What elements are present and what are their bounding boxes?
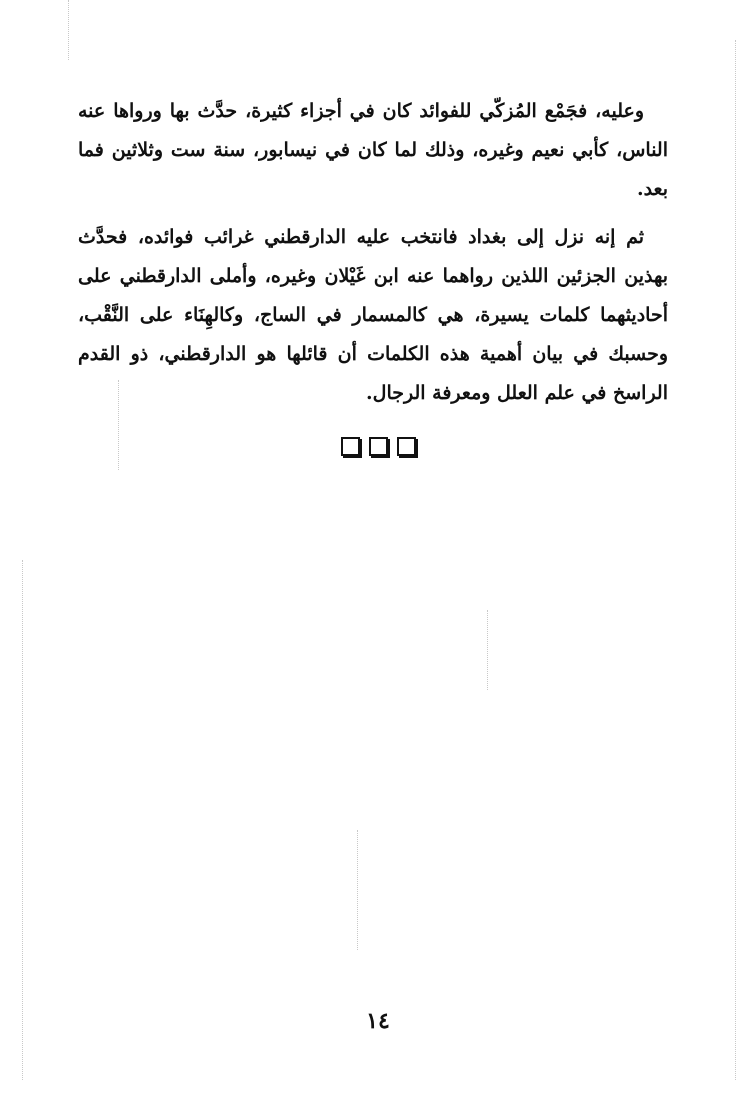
- scan-artifact-line: [735, 40, 736, 1080]
- square-ornament-icon: [369, 437, 388, 456]
- scan-artifact-line: [357, 830, 358, 950]
- square-ornament-icon: [397, 437, 416, 456]
- paragraph-1: وعليه، فجَمْع المُزكّي للفوائد كان في أجزاء كثيرة، حدَّث بها ورواها عنه الناس، كأبي نعيم وغيره، وذلك لما كان في نيسابور، سنة ست وثلاثين فما بعد.: [78, 100, 668, 200]
- scan-artifact-line: [22, 560, 23, 1080]
- paragraph-2: ثم إنه نزل إلى بغداد فانتخب عليه الدارقطني غرائب فوائده، فحدَّث بهذين الجزئين اللذين رواهما عنه ابن غَيْلان وغيره، وأملى الدارقطني على أحاديثهما كلمات يسيرة، هي كالمسمار في الساج، وكالهِنَاء على النَّقْب، وحسبك في بيان أهمية هذه الكلمات أن قائلها هو الدارقطني، ذو القدم الراسخ في علم العلل ومعرفة الرجال.: [78, 226, 669, 404]
- page-number: ١٤: [366, 1008, 390, 1034]
- scan-artifact-line: [68, 0, 69, 60]
- section-divider-ornament: [0, 437, 756, 456]
- square-ornament-icon: [341, 437, 360, 456]
- scan-artifact-line: [487, 610, 488, 690]
